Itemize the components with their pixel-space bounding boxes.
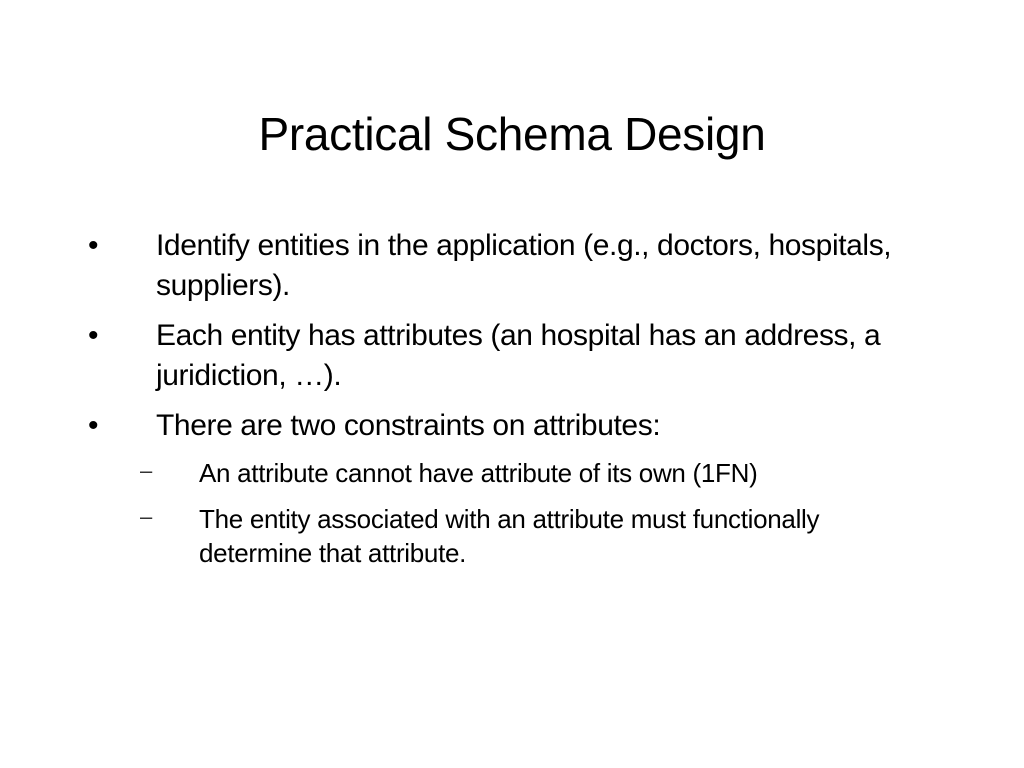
bullet-text: There are two constraints on attributes: [156,409,661,442]
bullet-text: Identify entities in the application (e.g., doctors, hospitals, suppliers). [156,229,892,302]
bullet-item [0,316,946,396]
bullet-marker: • [88,229,99,262]
bullet-item [0,406,946,446]
slide-title: Practical Schema Design [258,108,766,160]
sub-bullet-item [0,456,929,490]
sub-bullet-marker: – [140,504,152,529]
sub-bullet-marker: – [140,458,152,483]
bullet-marker: • [88,409,99,442]
slide-content [0,226,1024,582]
bullet-marker: • [88,319,99,352]
sub-bullet-text: An attribute cannot have attribute of its own (1FN) [199,458,758,488]
bullet-text: Each entity has attributes (an hospital has an address, a juridiction, …). [156,319,881,392]
bullet-item [0,226,946,306]
sub-bullet-item [0,502,929,570]
sub-bullet-text: The entity associated with an attribute must functionally determine that attribute. [199,504,820,568]
